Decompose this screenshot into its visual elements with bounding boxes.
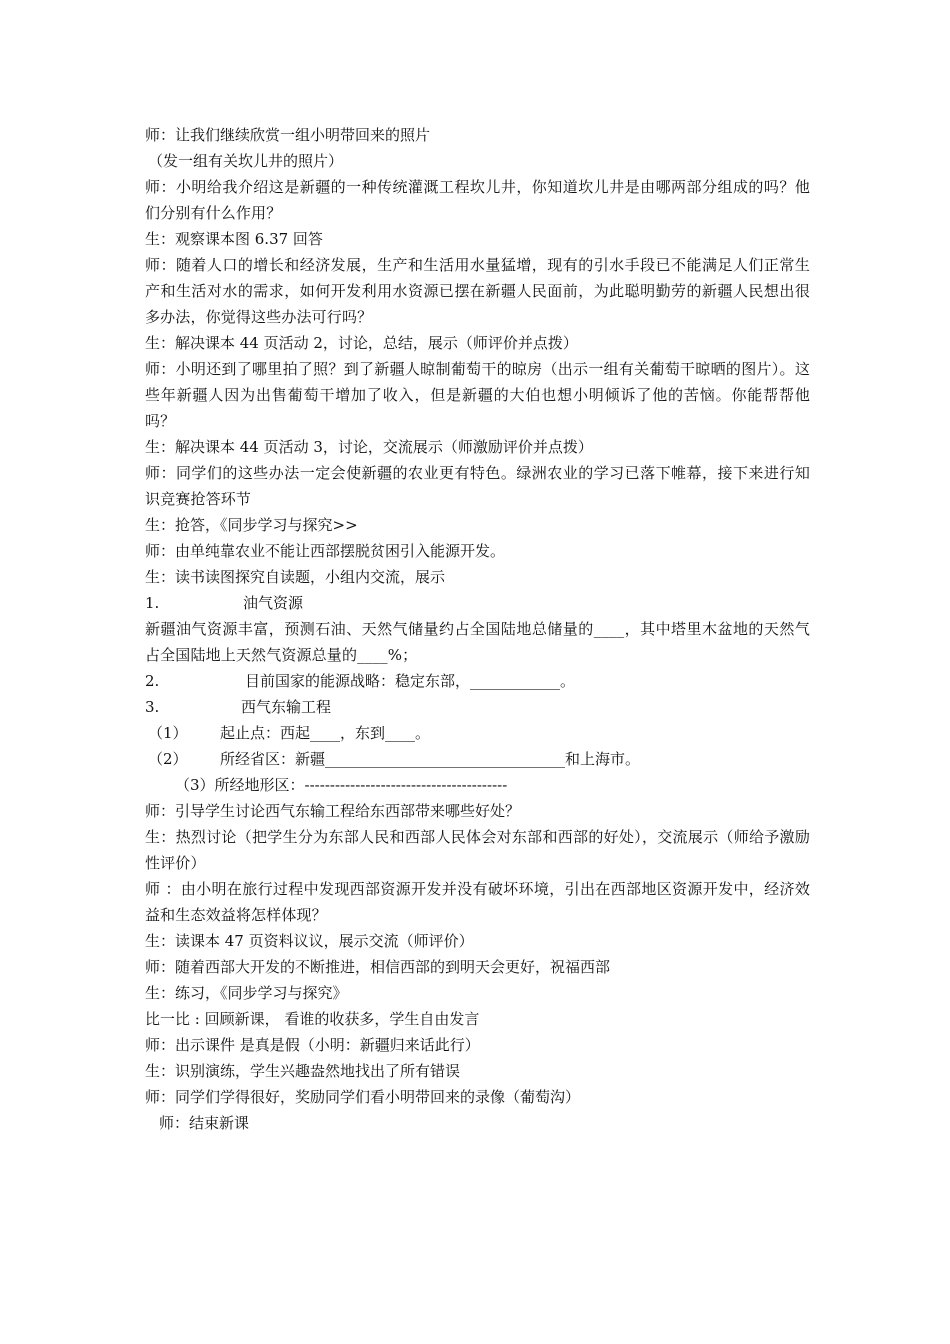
sub-text: （3）所经地形区：---------------------------------------- xyxy=(175,776,508,794)
sub-text: 起止点：西起____，东到____。 xyxy=(220,724,431,742)
text-line: 生：观察课本图 6.37 回答 xyxy=(145,230,323,248)
text-line: 生：解决课本 44 页活动 2，讨论，总结，展示（师评价并点拨） xyxy=(145,334,578,352)
text-line-closing: 师：结束新课 xyxy=(159,1114,250,1132)
text-paragraph: 师：小明给我介绍这是新疆的一种传统灌溉工程坎儿井，你知道坎儿井是由哪两部分组成的吗？他们分别有什么作用？ xyxy=(145,178,810,222)
text-paragraph: 师 ：由小明在旅行过程中发现西部资源开发并没有破坏环境，引出在西部地区资源开发中，经济效益和生态效益将怎样体现？ xyxy=(145,880,810,924)
text-line: 生：抢答，《同步学习与探究>> xyxy=(145,516,358,534)
text-line: 师：引导学生讨论西气东输工程给东西部带来哪些好处？ xyxy=(145,802,521,820)
item-title: 油气资源 xyxy=(243,594,304,612)
item-number: 1. xyxy=(145,594,160,612)
text-paragraph: 生：热烈讨论（把学生分为东部人民和西部人民体会对东部和西部的好处），交流展示（师给予激励性评价） xyxy=(145,828,810,872)
sub-text: 所经省区：新疆________________________________和上海市。 xyxy=(220,750,641,768)
item-2-line xyxy=(145,668,810,694)
item-1-heading xyxy=(145,590,810,616)
text-line: 师：由单纯靠农业不能让西部摆脱贫困引入能源开发。 xyxy=(145,542,506,560)
item-3-heading xyxy=(145,694,810,720)
sub-item-2 xyxy=(148,746,810,772)
text-line: 师：让我们继续欣赏一组小明带回来的照片 xyxy=(145,126,431,144)
item-text: 目前国家的能源战略：稳定东部，____________。 xyxy=(245,672,576,690)
text-line: 生：读书读图探究自读题，小组内交流，展示 xyxy=(145,568,446,586)
item-number: 3. xyxy=(145,698,160,716)
sub-item-3 xyxy=(175,772,810,798)
lesson-text xyxy=(145,122,810,1136)
sub-item-1 xyxy=(148,720,810,746)
text-line: 师：同学们学得很好，奖励同学们看小明带回来的录像（葡萄沟） xyxy=(145,1088,581,1106)
text-line: 生：解决课本 44 页活动 3，讨论，交流展示（师激励评价并点拨） xyxy=(145,438,593,456)
text-line: 比一比 : 回顾新课， 看谁的收获多，学生自由发言 xyxy=(145,1010,480,1028)
item-title: 西气东输工程 xyxy=(241,698,332,716)
text-line: 师：出示课件 是真是假（小明：新疆归来话此行） xyxy=(145,1036,480,1054)
text-line: 生：读课本 47 页资料议议，展示交流（师评价） xyxy=(145,932,474,950)
item-number: 2. xyxy=(145,672,160,690)
sub-number: （2） xyxy=(148,750,188,768)
text-line: 生：练习，《同步学习与探究》 xyxy=(145,984,348,1002)
text-paragraph: 师：同学们的这些办法一定会使新疆的农业更有特色。绿洲农业的学习已落下帷幕，接下来进行知识竞赛抢答环节 xyxy=(145,464,810,508)
item-1-text: 新疆油气资源丰富，预测石油、天然气储量约占全国陆地总储量的____，其中塔里木盆地的天然气占全国陆地上天然气资源总量的____%； xyxy=(145,620,810,664)
text-line: （发一组有关坎儿井的照片） xyxy=(148,152,344,170)
text-line: 生：识别演练，学生兴趣盎然地找出了所有错误 xyxy=(145,1062,461,1080)
text-paragraph: 师：随着人口的增长和经济发展，生产和生活用水量猛增，现有的引水手段已不能满足人们正常生产和生活对水的需求，如何开发利用水资源已摆在新疆人民面前，为此聪明勤劳的新疆人民想出很多办法，你觉得这些办法可行吗？ xyxy=(145,256,810,326)
text-line: 师：随着西部大开发的不断推进，相信西部的到明天会更好，祝福西部 xyxy=(145,958,611,976)
text-paragraph: 师：小明还到了哪里拍了照？到了新疆人晾制葡萄干的晾房（出示一组有关葡萄干晾晒的图片）。这些年新疆人因为出售葡萄干增加了收入，但是新疆的大伯也想小明倾诉了他的苦恼。你能帮帮他吗？ xyxy=(145,360,810,430)
sub-number: （1） xyxy=(148,724,188,742)
